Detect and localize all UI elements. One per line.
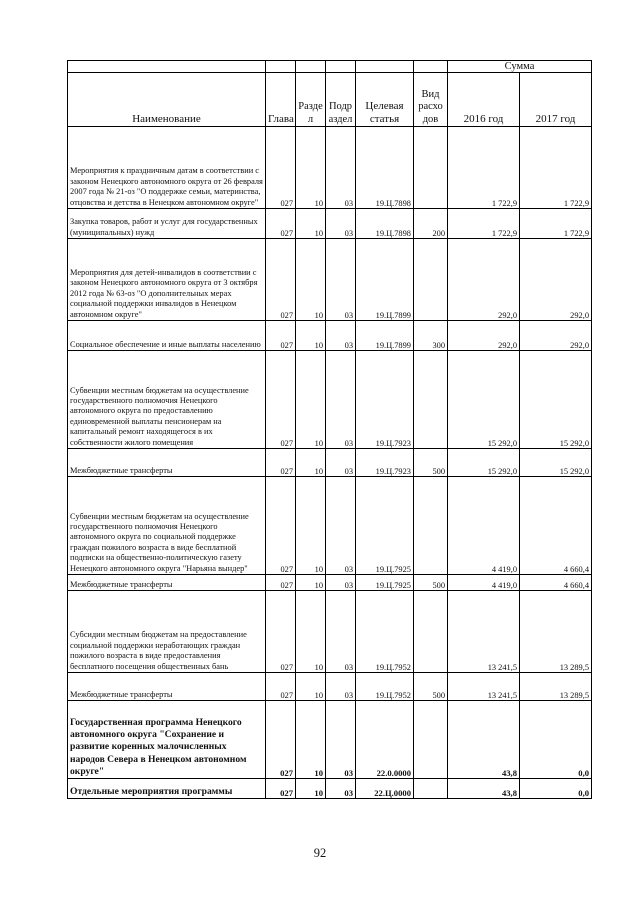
row-razdel: 10 [296,209,326,239]
row-2017: 4 660,4 [520,477,592,575]
header-target: Целевая статья [356,73,414,127]
row-vid [414,701,448,779]
row-razdel: 10 [296,321,326,351]
header-glava: Глава [266,73,296,127]
row-vid: 500 [414,673,448,701]
row-vid [414,477,448,575]
table-row [68,127,592,209]
row-name: Мероприятия к праздничным датам в соответствии с законом Ненецкого автономного округа от 26 февраля 2007 года № 21-оз "О поддержке семьи, материнства, отцовства и детства в Ненецком автономном округе" [68,127,266,209]
row-name: Мероприятия для детей-инвалидов в соответствии с законом Ненецкого автономного округа от 3 октября 2012 года № 63-оз "О дополнительных мерах социальной поддержки инвалидов в Ненецком автономном округе" [68,239,266,321]
row-2016: 1 722,9 [448,127,520,209]
row-target: 19.Ц.7925 [356,575,414,591]
row-name: Межбюджетные трансферты [68,673,266,701]
row-podrazdel: 03 [326,591,356,673]
budget-table [67,60,592,799]
row-glava: 027 [266,209,296,239]
row-podrazdel: 03 [326,673,356,701]
row-2017: 292,0 [520,239,592,321]
row-2017: 13 289,5 [520,673,592,701]
row-razdel: 10 [296,779,326,799]
table-row [68,321,592,351]
row-2016: 15 292,0 [448,351,520,449]
table-row [68,701,592,779]
row-podrazdel: 03 [326,321,356,351]
row-glava: 027 [266,591,296,673]
header-top-row [68,61,592,73]
row-target: 19.Ц.7899 [356,321,414,351]
row-2016: 15 292,0 [448,449,520,477]
row-target: 19.Ц.7925 [356,477,414,575]
row-2016: 4 419,0 [448,477,520,575]
row-vid: 500 [414,449,448,477]
header-blank-cell [296,61,326,73]
row-target: 19.Ц.7923 [356,449,414,477]
row-name: Субвенции местным бюджетам на осуществление государственного полномочия Ненецкого автономного округа по социальной поддержке граждан пожилого возраста в виде бесплатной подписки на общественно-политическую газету Ненецкого автономного округа "Нарьяна вындер" [68,477,266,575]
row-target: 19.Ц.7923 [356,351,414,449]
row-2017: 0,0 [520,779,592,799]
header-blank-cell [414,61,448,73]
row-vid: 200 [414,209,448,239]
row-2017: 1 722,9 [520,127,592,209]
row-2016: 292,0 [448,321,520,351]
row-vid [414,779,448,799]
row-podrazdel: 03 [326,779,356,799]
row-razdel: 10 [296,477,326,575]
row-2017: 13 289,5 [520,591,592,673]
row-podrazdel: 03 [326,209,356,239]
row-podrazdel: 03 [326,239,356,321]
row-podrazdel: 03 [326,351,356,449]
row-razdel: 10 [296,575,326,591]
row-2016: 4 419,0 [448,575,520,591]
header-razdel: Разде л [296,73,326,127]
row-glava: 027 [266,321,296,351]
row-name: Субвенции местным бюджетам на осуществление государственного полномочия Ненецкого автономного округа по предоставлению единовременной выплаты пенсионерам на капитальный ремонт находящегося в их собственности жилого помещения [68,351,266,449]
row-2017: 4 660,4 [520,575,592,591]
row-target: 22.Ц.0000 [356,779,414,799]
row-name: Социальное обеспечение и иные выплаты населению [68,321,266,351]
table-row [68,351,592,449]
table-row [68,591,592,673]
header-name: Наименование [68,73,266,127]
table-row [68,449,592,477]
row-name: Субсидии местным бюджетам на предоставление социальной поддержки неработающих граждан пожилого возраста в виде предоставления бесплатного посещения общественных бань [68,591,266,673]
row-glava: 027 [266,127,296,209]
row-2017: 0,0 [520,701,592,779]
row-vid [414,351,448,449]
row-podrazdel: 03 [326,127,356,209]
row-podrazdel: 03 [326,477,356,575]
row-glava: 027 [266,449,296,477]
row-vid [414,127,448,209]
row-glava: 027 [266,575,296,591]
row-target: 19.Ц.7898 [356,127,414,209]
header-blank-cell [266,61,296,73]
row-name: Государственная программа Ненецкого автономного округа "Сохранение и развитие коренных малочисленных народов Севера в Ненецком автономном округе" [68,701,266,779]
row-razdel: 10 [296,449,326,477]
row-target: 22.0.0000 [356,701,414,779]
row-glava: 027 [266,673,296,701]
row-razdel: 10 [296,239,326,321]
row-2017: 1 722,9 [520,209,592,239]
row-glava: 027 [266,701,296,779]
row-2016: 43,8 [448,701,520,779]
table-row [68,779,592,799]
header-podrazdel: Подр аздел [326,73,356,127]
table-row [68,477,592,575]
row-razdel: 10 [296,701,326,779]
row-vid: 300 [414,321,448,351]
row-razdel: 10 [296,351,326,449]
row-glava: 027 [266,779,296,799]
row-glava: 027 [266,477,296,575]
row-2017: 15 292,0 [520,449,592,477]
page-number: 92 [313,846,327,860]
table-row [68,673,592,701]
table-row [68,239,592,321]
row-2017: 15 292,0 [520,351,592,449]
row-podrazdel: 03 [326,575,356,591]
header-row [68,73,592,127]
row-target: 19.Ц.7952 [356,673,414,701]
row-name: Закупка товаров, работ и услуг для государственных (муниципальных) нужд [68,209,266,239]
row-vid: 500 [414,575,448,591]
row-target: 19.Ц.7898 [356,209,414,239]
row-name: Межбюджетные трансферты [68,449,266,477]
header-blank-cell [68,61,266,73]
row-razdel: 10 [296,127,326,209]
row-vid [414,239,448,321]
table-row [68,575,592,591]
row-podrazdel: 03 [326,449,356,477]
header-2017: 2017 год [520,73,592,127]
table-row [68,209,592,239]
header-blank-cell [326,61,356,73]
row-glava: 027 [266,351,296,449]
row-2016: 1 722,9 [448,209,520,239]
row-target: 19.Ц.7899 [356,239,414,321]
row-2016: 292,0 [448,239,520,321]
row-2017: 292,0 [520,321,592,351]
row-target: 19.Ц.7952 [356,591,414,673]
row-razdel: 10 [296,591,326,673]
row-name: Межбюджетные трансферты [68,575,266,591]
row-name: Отдельные мероприятия программы [68,779,266,799]
row-glava: 027 [266,239,296,321]
header-blank-cell [356,61,414,73]
row-razdel: 10 [296,673,326,701]
row-2016: 13 241,5 [448,673,520,701]
header-sum: Сумма [448,61,592,73]
row-2016: 43,8 [448,779,520,799]
row-podrazdel: 03 [326,701,356,779]
header-2016: 2016 год [448,73,520,127]
header-vid: Вид расхо дов [414,73,448,127]
row-vid [414,591,448,673]
row-2016: 13 241,5 [448,591,520,673]
